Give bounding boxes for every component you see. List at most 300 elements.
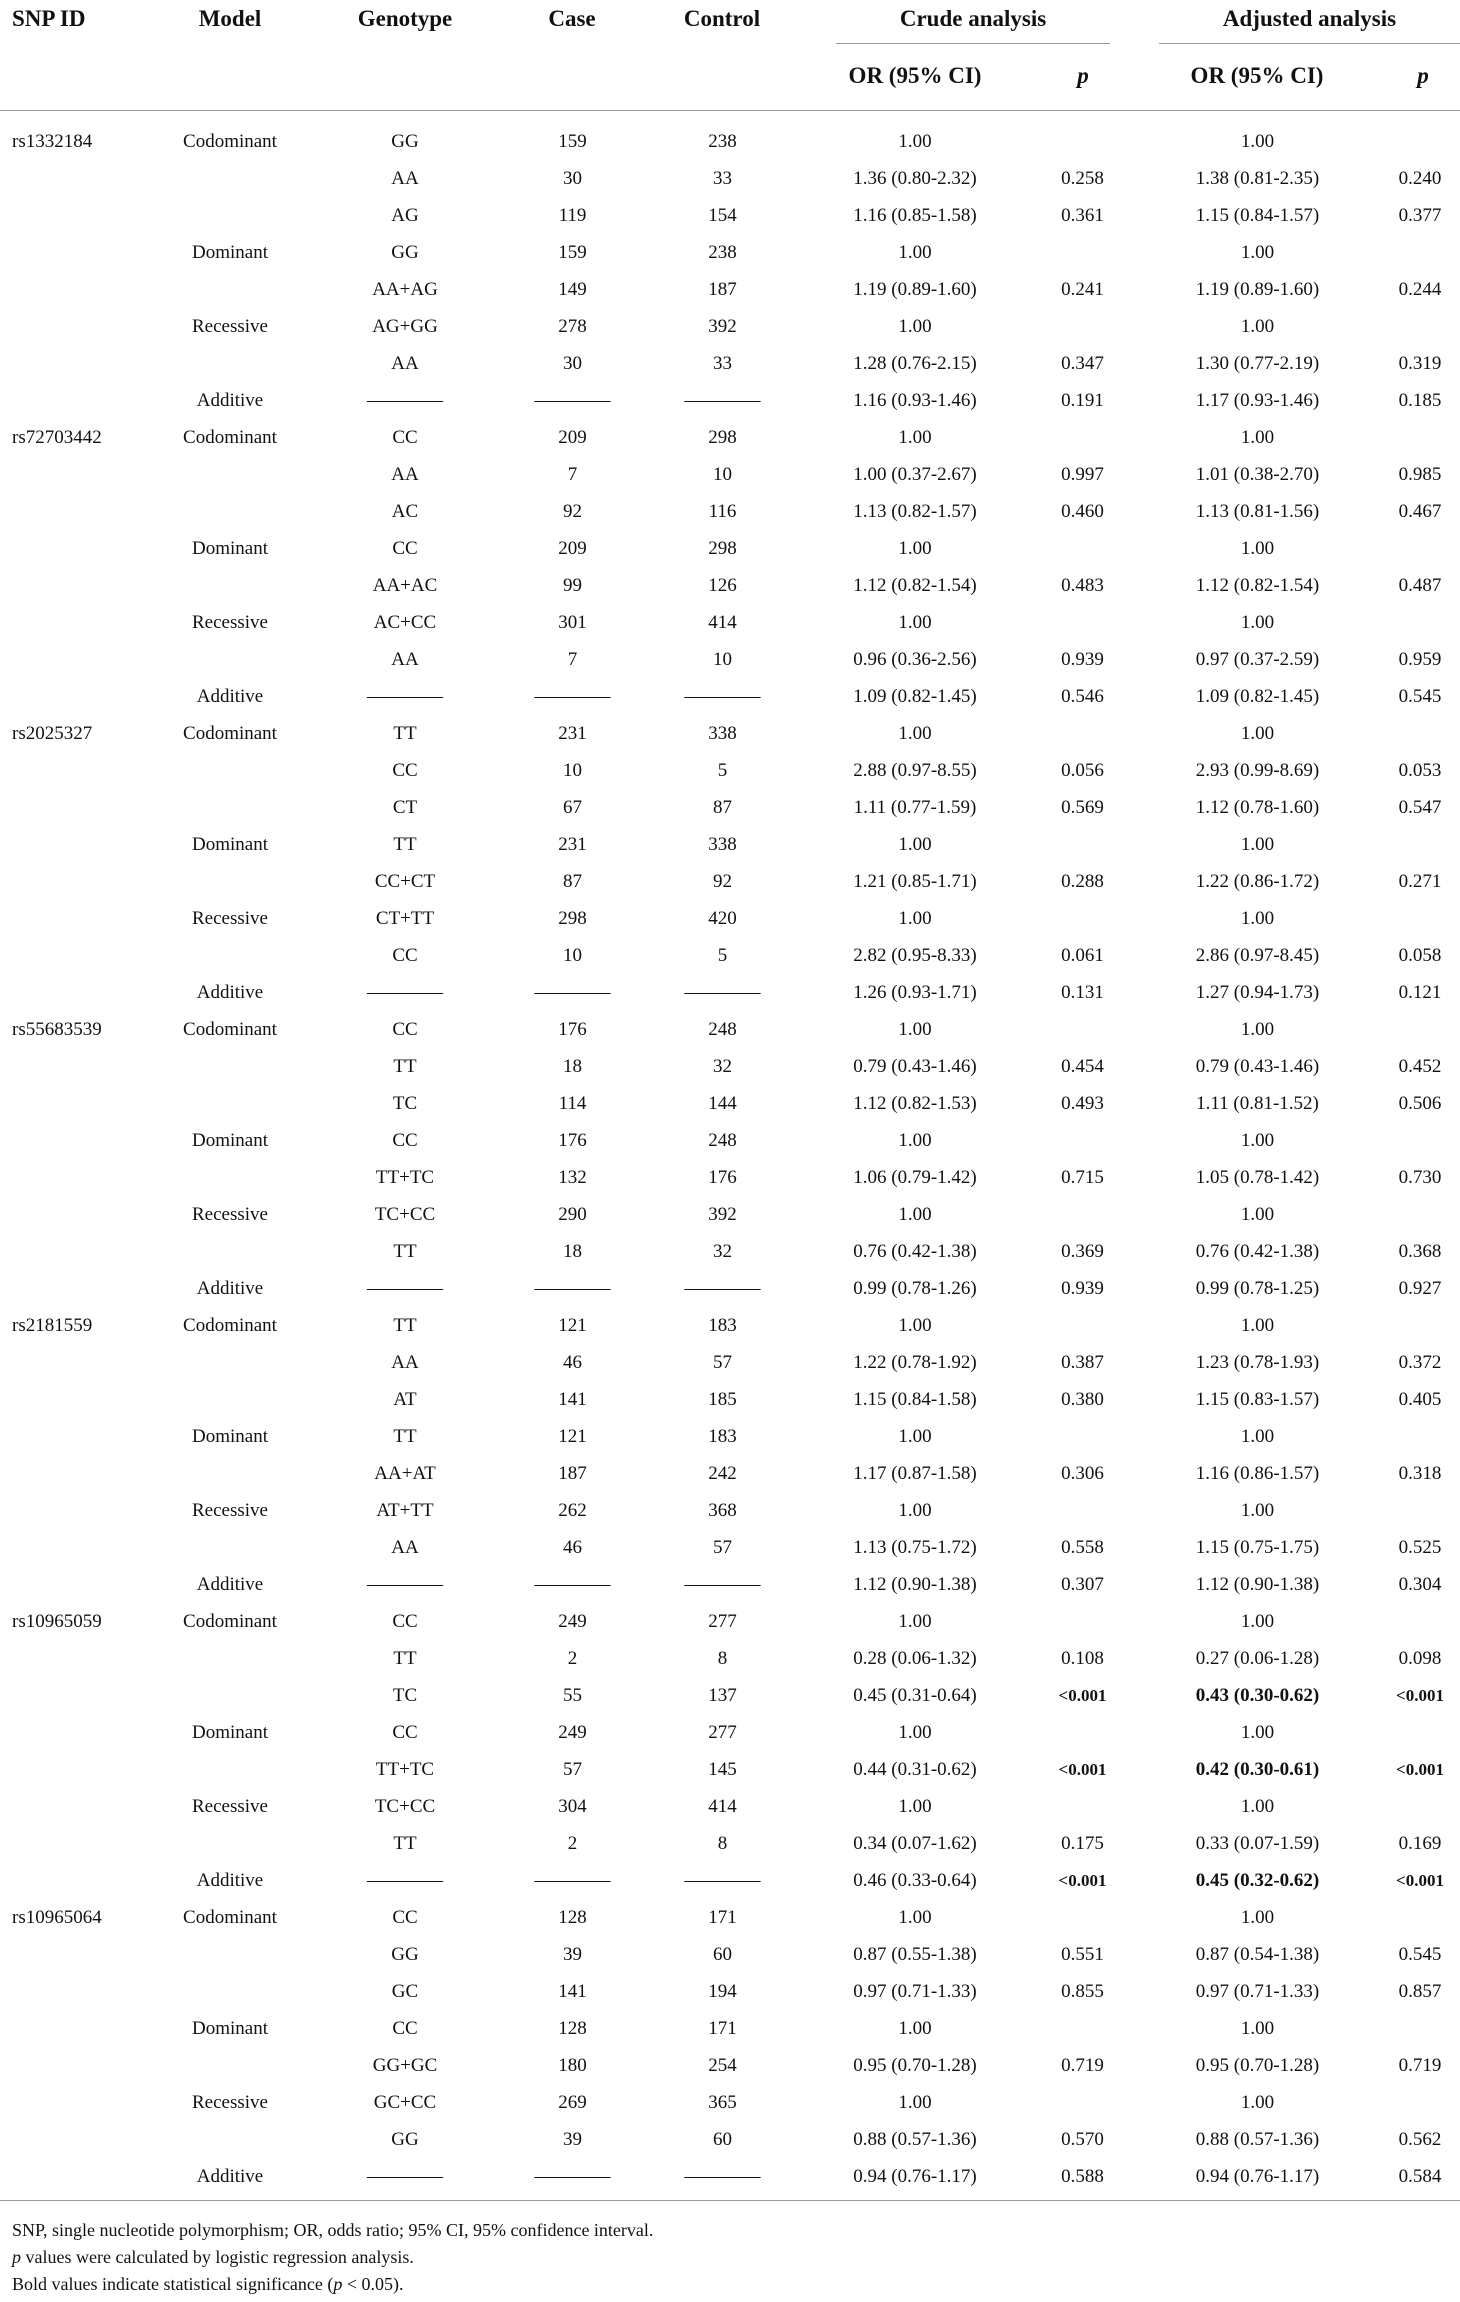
genotype-cell: AA [391,648,419,670]
case-count-cell: 269 [558,2091,587,2113]
crude-or-cell: 1.00 [898,1610,932,1632]
table-row [0,1196,1460,1233]
case-count-cell: ———— [534,1277,611,1299]
adjusted-or-cell: 1.13 (0.81-1.56) [1195,500,1320,522]
adjusted-p-cell: 0.098 [1398,1647,1442,1669]
footnote-p-values [12,2244,1452,2271]
adjusted-or-cell: 1.00 [1240,241,1275,263]
adjusted-or-cell: 1.00 [1240,1129,1275,1151]
model-cell: Recessive [192,315,268,337]
case-count-cell: 209 [558,426,587,448]
table-row [0,1122,1460,1159]
control-count-cell: 420 [708,907,737,929]
case-count-cell: 249 [558,1610,587,1632]
table-row [0,530,1460,567]
control-count-cell: 365 [708,2091,737,2113]
genotype-cell: GC+CC [373,2091,437,2113]
control-count-cell: 5 [717,759,728,781]
control-count-cell: 171 [708,2017,737,2039]
genotype-cell: TT [393,1240,417,1262]
crude-or-cell: 1.12 (0.90-1.38) [853,1573,977,1595]
adjusted-p-cell: 0.240 [1398,167,1442,189]
genotype-cell: CC [392,426,418,448]
table-row [0,1159,1460,1196]
genotype-cell: TC+CC [374,1203,436,1225]
crude-p-cell: 0.380 [1061,1388,1104,1410]
case-count-cell: 39 [563,2128,582,2150]
table-row [0,1011,1460,1048]
crude-p-cell: 0.258 [1061,167,1104,189]
case-count-cell: 46 [563,1536,582,1558]
model-cell: Codominant [183,1314,277,1336]
control-count-cell: 145 [708,1758,737,1780]
adjusted-or-cell: 0.79 (0.43-1.46) [1195,1055,1320,1077]
adjusted-or-cell: 1.05 (0.78-1.42) [1195,1166,1320,1188]
case-count-cell: 121 [558,1314,587,1336]
crude-or-cell: 1.00 [898,1018,932,1040]
control-count-cell: ———— [684,1277,761,1299]
adjusted-p-cell: 0.319 [1398,352,1442,374]
adjusted-or-cell: 1.12 (0.90-1.38) [1195,1573,1320,1595]
crude-or-cell: 1.28 (0.76-2.15) [853,352,977,374]
adjusted-or-cell: 1.30 (0.77-2.19) [1195,352,1320,374]
crude-p-cell: 0.546 [1061,685,1104,707]
header-crude-analysis: Crude analysis [836,0,1110,44]
table-row [0,123,1460,160]
case-count-cell: 10 [563,759,582,781]
genotype-cell: GG [391,241,419,263]
table-row [0,382,1460,419]
case-count-cell: 39 [563,1943,582,1965]
case-count-cell: 46 [563,1351,582,1373]
genotype-cell: TC [392,1684,418,1706]
crude-or-cell: 1.00 [898,315,932,337]
adjusted-or-cell: 1.11 (0.81-1.52) [1196,1092,1319,1114]
crude-p-cell: 0.347 [1061,352,1104,374]
genotype-cell: TT [393,1832,417,1854]
table-row [0,493,1460,530]
adjusted-or-cell: 0.42 (0.30-0.61) [1195,1758,1320,1780]
crude-p-cell: 0.306 [1061,1462,1104,1484]
control-count-cell: 392 [708,315,737,337]
genotype-cell: TT [393,1055,417,1077]
adjusted-p-cell: 0.985 [1398,463,1442,485]
genotype-cell: CT [392,796,418,818]
control-count-cell: 57 [713,1536,732,1558]
case-count-cell: 231 [558,722,587,744]
table-row [0,1603,1460,1640]
genotype-cell: CC [392,537,418,559]
header-case: Case [548,6,596,31]
adjusted-p-cell: 0.719 [1398,2054,1442,2076]
table-row [0,826,1460,863]
table-row [0,345,1460,382]
case-count-cell: 132 [558,1166,587,1188]
crude-or-cell: 1.12 (0.82-1.53) [853,1092,977,1114]
table-row [0,1344,1460,1381]
genotype-cell: ———— [367,1573,443,1595]
case-count-cell: ———— [534,1869,611,1891]
crude-or-cell: 0.96 (0.36-2.56) [853,648,977,670]
adjusted-p-cell: 0.053 [1398,759,1442,781]
table-row [0,1714,1460,1751]
crude-or-cell: 1.09 (0.82-1.45) [853,685,977,707]
control-count-cell: 176 [708,1166,737,1188]
table-row [0,234,1460,271]
crude-p-cell: 0.454 [1061,1055,1104,1077]
genotype-cell: AA+AT [374,1462,436,1484]
genotype-cell: CC [392,1721,418,1743]
crude-or-cell: 1.00 [898,833,932,855]
adjusted-p-cell: 0.730 [1398,1166,1442,1188]
adjusted-p-cell: 0.405 [1398,1388,1442,1410]
table-header [0,0,1460,111]
adjusted-or-cell: 1.01 (0.38-2.70) [1195,463,1320,485]
case-count-cell: 141 [558,1980,587,2002]
control-count-cell: 5 [717,944,728,966]
crude-or-cell: 1.00 [898,2017,932,2039]
control-count-cell: 238 [708,241,737,263]
genotype-cell: AA [391,1351,419,1373]
snp-id-cell: rs10965059 [12,1610,102,1632]
model-cell: Dominant [192,1721,268,1743]
model-cell: Dominant [192,2017,268,2039]
adjusted-p-cell: 0.506 [1398,1092,1442,1114]
crude-or-cell: 1.00 [898,2091,932,2113]
table-row [0,1862,1460,1899]
table-row [0,567,1460,604]
model-cell: Recessive [192,907,268,929]
adjusted-or-cell: 1.00 [1240,1314,1275,1336]
crude-or-cell: 0.79 (0.43-1.46) [853,1055,977,1077]
crude-or-cell: 1.00 (0.37-2.67) [853,463,977,485]
control-count-cell: 414 [708,611,737,633]
control-count-cell: 116 [708,500,737,522]
table-row [0,974,1460,1011]
case-count-cell: 55 [563,1684,582,1706]
table-row [0,2121,1460,2158]
adjusted-p-cell: 0.318 [1398,1462,1442,1484]
adjusted-or-cell: 1.09 (0.82-1.45) [1195,685,1320,707]
crude-or-cell: 1.00 [898,611,932,633]
table-row [0,1085,1460,1122]
adjusted-or-cell: 0.99 (0.78-1.25) [1195,1277,1320,1299]
genotype-cell: CC+CT [374,870,436,892]
genotype-cell: AA [391,167,419,189]
crude-or-cell: 1.13 (0.82-1.57) [853,500,977,522]
adjusted-or-cell: 1.15 (0.84-1.57) [1195,204,1320,226]
control-count-cell: 171 [708,1906,737,1928]
crude-or-cell: 1.00 [898,1425,932,1447]
crude-p-cell: 0.558 [1061,1536,1104,1558]
genotype-cell: AG [391,204,419,226]
case-count-cell: 128 [558,2017,587,2039]
genotype-cell: CC [392,2017,418,2039]
adjusted-p-cell: 0.304 [1398,1573,1442,1595]
crude-p-cell: 0.997 [1061,463,1104,485]
crude-or-cell: 1.00 [898,1129,932,1151]
footnote-bold-text-start: Bold values indicate statistical significance ( [12,2274,334,2294]
genotype-cell: CC [392,1906,418,1928]
adjusted-p-cell: <0.001 [1396,1759,1444,1779]
crude-p-cell: 0.493 [1061,1092,1104,1114]
control-count-cell: 185 [708,1388,737,1410]
control-count-cell: 60 [713,1943,732,1965]
footnote-bold-values [12,2271,1452,2298]
crude-p-cell: <0.001 [1058,1759,1107,1779]
crude-or-cell: 0.46 (0.33-0.64) [853,1869,977,1891]
crude-or-cell: 1.00 [898,1203,932,1225]
crude-p-cell: 0.131 [1061,981,1104,1003]
adjusted-or-cell: 0.88 (0.57-1.36) [1195,2128,1320,2150]
genotype-cell: GG [391,1943,419,1965]
crude-or-cell: 0.95 (0.70-1.28) [853,2054,977,2076]
crude-or-cell: 1.00 [898,537,932,559]
footnote-p-values-text: values were calculated by logistic regression analysis. [21,2247,414,2267]
control-count-cell: 183 [708,1425,737,1447]
control-count-cell: 338 [708,722,737,744]
table-row [0,2158,1460,2195]
adjusted-p-cell: 0.368 [1398,1240,1442,1262]
adjusted-or-cell: 1.00 [1240,315,1275,337]
case-count-cell: 176 [558,1018,587,1040]
model-cell: Codominant [183,1610,277,1632]
control-count-cell: 144 [708,1092,737,1114]
adjusted-or-cell: 1.00 [1240,1906,1275,1928]
genotype-cell: ———— [367,685,443,707]
control-count-cell: 92 [713,870,732,892]
genotype-cell: CC [392,1129,418,1151]
genotype-cell: GG+GC [372,2054,438,2076]
model-cell: Codominant [183,130,277,152]
crude-p-cell: 0.307 [1061,1573,1104,1595]
table-row [0,1788,1460,1825]
adjusted-p-cell: 0.487 [1398,574,1442,596]
control-count-cell: ———— [684,981,761,1003]
table-row [0,1270,1460,1307]
adjusted-or-cell: 1.00 [1240,1425,1275,1447]
adjusted-p-cell: 0.927 [1398,1277,1442,1299]
adjusted-or-cell: 0.45 (0.32-0.62) [1195,1869,1320,1891]
table-row [0,160,1460,197]
crude-or-cell: 0.99 (0.78-1.26) [853,1277,977,1299]
table-row [0,1677,1460,1714]
case-count-cell: ———— [534,389,611,411]
model-cell: Recessive [192,1499,268,1521]
case-count-cell: 180 [558,2054,587,2076]
genotype-cell: AT+TT [376,1499,434,1521]
crude-or-cell: 1.21 (0.85-1.71) [853,870,977,892]
case-count-cell: ———— [534,1573,611,1595]
table-row [0,1973,1460,2010]
genotype-cell: CC [392,944,418,966]
crude-or-cell: 1.15 (0.84-1.58) [853,1388,977,1410]
crude-p-cell: 0.369 [1061,1240,1104,1262]
adjusted-or-cell: 1.00 [1240,722,1275,744]
adjusted-or-cell: 1.00 [1240,130,1275,152]
snp-id-cell: rs2181559 [12,1314,93,1336]
model-cell: Codominant [183,1018,277,1040]
model-cell: Recessive [192,611,268,633]
genotype-cell: TT [393,1647,417,1669]
case-count-cell: 18 [563,1240,582,1262]
table-row [0,1048,1460,1085]
case-count-cell: 149 [558,278,587,300]
table-row [0,456,1460,493]
crude-or-cell: 0.76 (0.42-1.38) [853,1240,977,1262]
genotype-cell: GC [391,1980,419,2002]
header-adjusted-p: p [1417,63,1429,88]
table-row [0,937,1460,974]
adjusted-or-cell: 1.23 (0.78-1.93) [1195,1351,1320,1373]
adjusted-p-cell: 0.525 [1398,1536,1442,1558]
adjusted-p-cell: 0.547 [1398,796,1442,818]
genotype-cell: TT [393,722,417,744]
table-row [0,1418,1460,1455]
crude-p-cell: 0.939 [1061,648,1104,670]
case-count-cell: 2 [567,1832,578,1854]
adjusted-or-cell: 1.17 (0.93-1.46) [1195,389,1320,411]
table-row [0,604,1460,641]
genotype-cell: CC [392,1018,418,1040]
adjusted-or-cell: 1.00 [1240,426,1275,448]
model-cell: Additive [196,389,264,411]
crude-p-cell: 0.056 [1061,759,1104,781]
case-count-cell: 141 [558,1388,587,1410]
genotype-cell: ———— [367,2165,443,2187]
control-count-cell: 33 [713,352,732,374]
case-count-cell: 121 [558,1425,587,1447]
table-bottom-rule [0,2200,1460,2201]
table-row [0,863,1460,900]
genotype-cell: AT [393,1388,417,1410]
model-cell: Additive [196,1573,264,1595]
adjusted-or-cell: 1.19 (0.89-1.60) [1195,278,1320,300]
model-cell: Dominant [192,241,268,263]
adjusted-or-cell: 1.00 [1240,1795,1275,1817]
crude-p-cell: 0.061 [1061,944,1104,966]
model-cell: Additive [196,2165,264,2187]
adjusted-or-cell: 0.97 (0.71-1.33) [1195,1980,1320,2002]
crude-or-cell: 2.82 (0.95-8.33) [853,944,977,966]
table-row [0,1899,1460,1936]
crude-p-cell: 0.288 [1061,870,1104,892]
control-count-cell: ———— [684,685,761,707]
control-count-cell: 10 [713,463,732,485]
crude-or-cell: 1.00 [898,1499,932,1521]
case-count-cell: 7 [567,648,578,670]
case-count-cell: 159 [558,241,587,263]
crude-p-cell: 0.715 [1061,1166,1104,1188]
case-count-cell: 176 [558,1129,587,1151]
genotype-cell: ———— [367,389,443,411]
snp-id-cell: rs2025327 [12,722,93,744]
crude-or-cell: 1.17 (0.87-1.58) [853,1462,977,1484]
adjusted-or-cell: 0.94 (0.76-1.17) [1195,2165,1320,2187]
genotype-cell: TT [393,1314,417,1336]
adjusted-p-cell: 0.857 [1398,1980,1442,2002]
case-count-cell: 128 [558,1906,587,1928]
genotype-cell: TT [393,833,417,855]
crude-or-cell: 1.00 [898,722,932,744]
model-cell: Dominant [192,537,268,559]
genotype-cell: CT+TT [375,907,435,929]
adjusted-or-cell: 1.00 [1240,2091,1275,2113]
case-count-cell: 290 [558,1203,587,1225]
genotype-cell: AA [391,463,419,485]
snp-id-cell: rs1332184 [12,130,93,152]
control-count-cell: ———— [684,2165,761,2187]
control-count-cell: 57 [713,1351,732,1373]
model-cell: Additive [196,1869,264,1891]
header-crude-p: p [1077,63,1089,88]
genotype-cell: ———— [367,981,443,1003]
adjusted-or-cell: 1.00 [1240,1203,1275,1225]
control-count-cell: 33 [713,167,732,189]
adjusted-or-cell: 1.00 [1240,611,1275,633]
crude-or-cell: 1.36 (0.80-2.32) [853,167,977,189]
table-row [0,1492,1460,1529]
crude-or-cell: 0.97 (0.71-1.33) [853,1980,977,2002]
adjusted-or-cell: 1.00 [1240,1610,1275,1632]
header-adjusted-analysis: Adjusted analysis [1159,0,1460,44]
table-row [0,2010,1460,2047]
footnote-p-symbol: p [12,2247,21,2267]
crude-or-cell: 1.00 [898,1906,932,1928]
footnote-abbreviations [12,2217,1452,2244]
adjusted-p-cell: 0.959 [1398,648,1442,670]
crude-or-cell: 1.00 [898,1314,932,1336]
snp-id-cell: rs55683539 [12,1018,102,1040]
case-count-cell: 7 [567,463,578,485]
crude-or-cell: 0.94 (0.76-1.17) [853,2165,977,2187]
adjusted-p-cell: 0.377 [1398,204,1442,226]
crude-or-cell: 0.34 (0.07-1.62) [853,1832,977,1854]
case-count-cell: ———— [534,685,611,707]
header-snp-id: SNP ID [12,6,86,31]
table-row [0,641,1460,678]
model-cell: Additive [196,1277,264,1299]
adjusted-p-cell: 0.121 [1398,981,1442,1003]
case-count-cell: 99 [563,574,582,596]
adjusted-p-cell: 0.545 [1398,1943,1442,1965]
control-count-cell: 248 [708,1018,737,1040]
crude-or-cell: 1.16 (0.93-1.46) [853,389,977,411]
crude-p-cell: 0.569 [1061,796,1104,818]
genotype-cell: AC [391,500,419,522]
adjusted-or-cell: 1.15 (0.75-1.75) [1195,1536,1320,1558]
adjusted-or-cell: 0.76 (0.42-1.38) [1195,1240,1320,1262]
crude-p-cell: 0.719 [1061,2054,1104,2076]
case-count-cell: 57 [563,1758,582,1780]
adjusted-or-cell: 0.87 (0.54-1.38) [1195,1943,1320,1965]
genotype-cell: AA+AC [372,574,438,596]
case-count-cell: ———— [534,981,611,1003]
genotype-cell: AA [391,1536,419,1558]
header-model: Model [198,6,262,31]
case-count-cell: 262 [558,1499,587,1521]
control-count-cell: 187 [708,278,737,300]
adjusted-or-cell: 0.43 (0.30-0.62) [1195,1684,1320,1706]
crude-or-cell: 1.00 [898,1721,932,1743]
genotype-cell: AA [391,352,419,374]
control-count-cell: 414 [708,1795,737,1817]
adjusted-p-cell: 0.584 [1398,2165,1442,2187]
model-cell: Dominant [192,833,268,855]
table-row [0,1233,1460,1270]
table-row [0,308,1460,345]
genotype-cell: CC [392,1610,418,1632]
